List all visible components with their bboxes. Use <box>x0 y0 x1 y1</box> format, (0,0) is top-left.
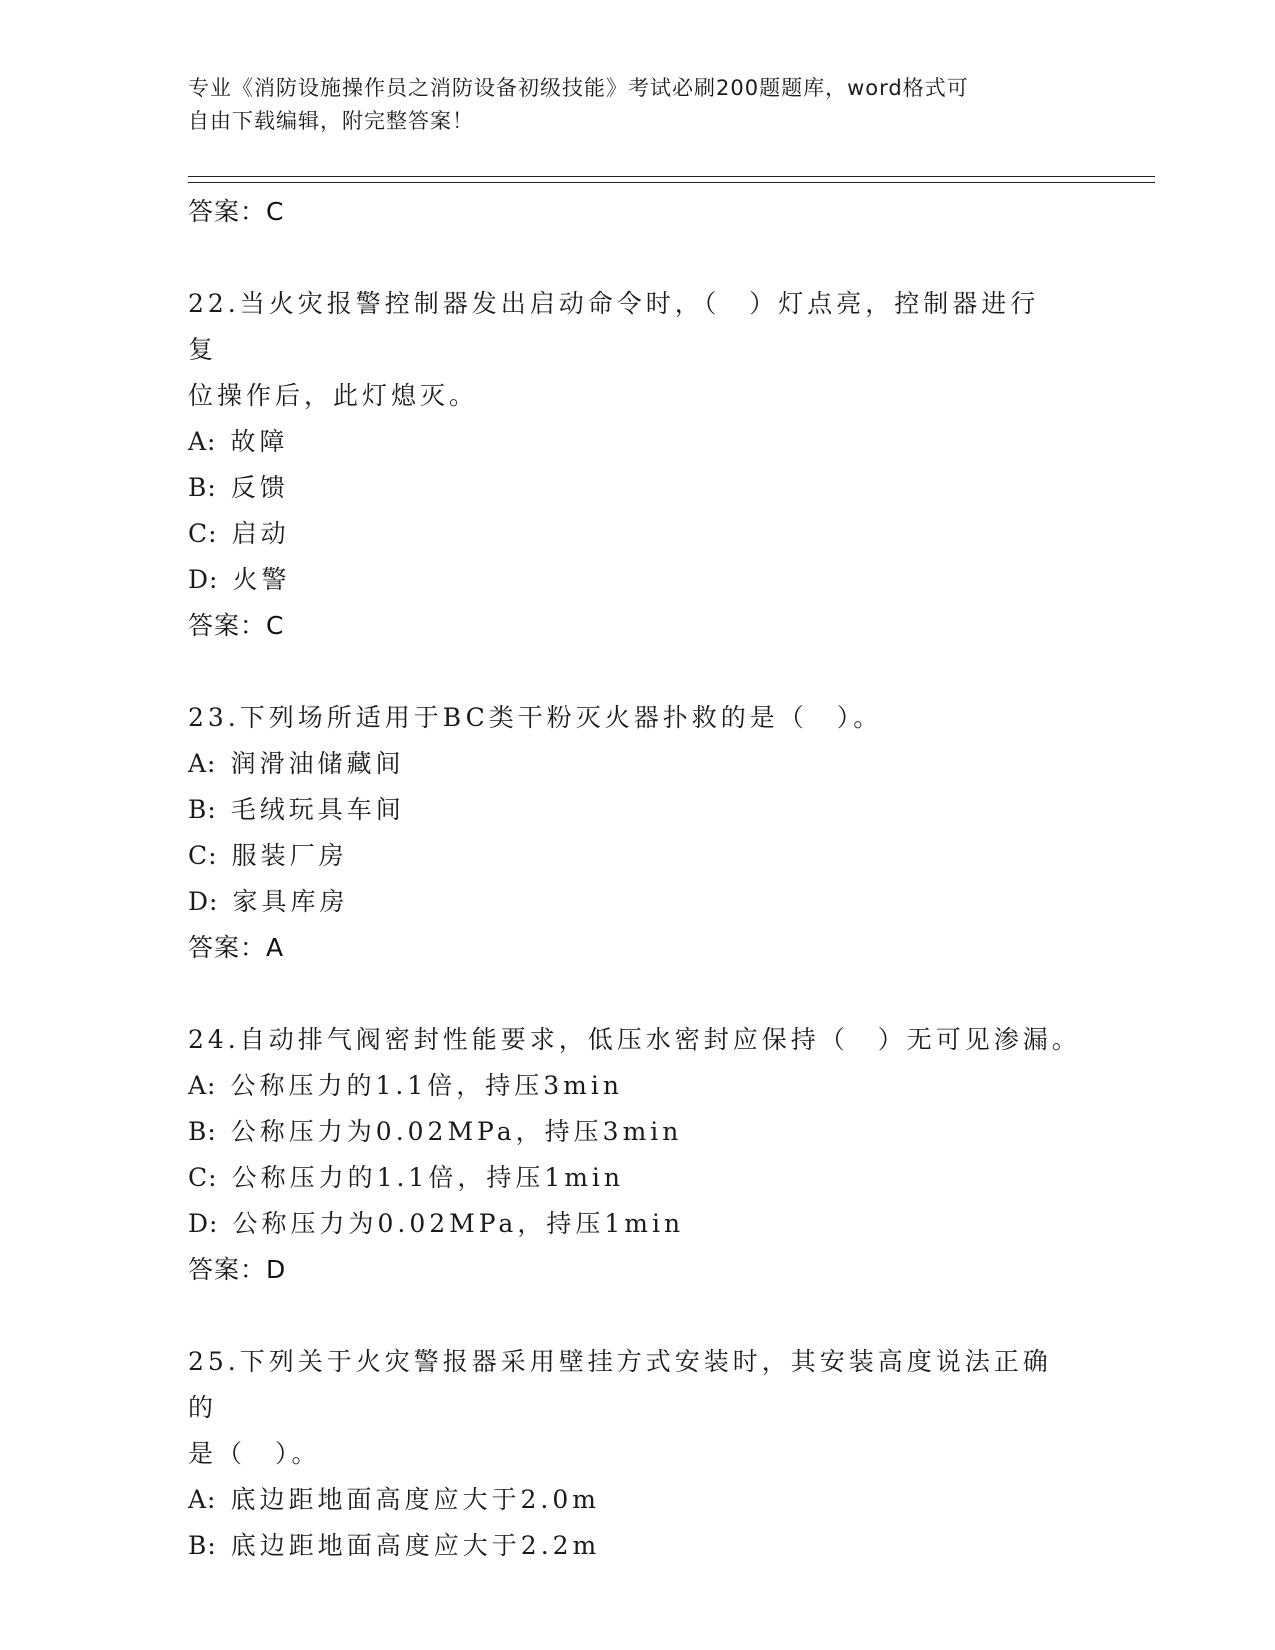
option-d <box>188 557 1148 603</box>
question-text <box>188 1339 1068 1477</box>
question-line-1: 自动排气阀密封性能要求，低压水密封应保持（ ）无可见渗漏。 <box>239 1025 1081 1054</box>
option-b <box>188 1109 1148 1155</box>
option-letter: B: <box>188 795 217 824</box>
option-letter: B: <box>188 1531 217 1560</box>
option-c <box>188 1155 1148 1201</box>
option-letter: C: <box>188 1163 218 1192</box>
option-text: 底边距地面高度应大于2.2m <box>230 1531 601 1560</box>
header-divider-top <box>188 176 1155 177</box>
option-b <box>188 787 1148 833</box>
question-line-1: 下列场所适用于BC类干粉灭火器扑救的是（ ）。 <box>239 703 883 732</box>
answer-label: 答案：C <box>188 611 285 640</box>
question-23 <box>188 695 1148 971</box>
question-line-1: 下列关于火灾警报器采用壁挂方式安装时，其安装高度说法正确的 <box>188 1347 1052 1422</box>
question-line-2: 是（ ）。 <box>188 1439 321 1468</box>
option-text: 公称压力的1.1倍，持压3min <box>230 1071 623 1100</box>
option-text: 公称压力为0.02MPa，持压1min <box>232 1209 685 1238</box>
option-text: 润滑油储藏间 <box>230 749 405 778</box>
document-header <box>188 72 1088 138</box>
option-text: 火警 <box>232 565 291 594</box>
option-a <box>188 419 1148 465</box>
question-line-1: 当火灾报警控制器发出启动命令时，（ ）灯点亮，控制器进行复 <box>188 289 1040 364</box>
question-number: 24. <box>188 1025 240 1054</box>
option-text: 服装厂房 <box>231 841 348 870</box>
question-text <box>188 1017 1088 1063</box>
option-letter: B: <box>188 473 217 502</box>
option-b <box>188 1523 1148 1569</box>
option-text: 反馈 <box>230 473 289 502</box>
option-text: 公称压力为0.02MPa，持压3min <box>230 1117 683 1146</box>
option-letter: A: <box>188 1485 217 1514</box>
question-25 <box>188 1339 1148 1569</box>
header-line-2: 自由下载编辑，附完整答案！ <box>188 109 474 133</box>
answer-label: 答案：D <box>188 1255 287 1284</box>
header-line-1: 专业《消防设施操作员之消防设备初级技能》考试必刷200题题库，word格式可 <box>188 76 969 100</box>
question-number: 22. <box>188 289 240 318</box>
option-a <box>188 1477 1148 1523</box>
question-number: 25. <box>188 1347 240 1376</box>
option-text: 故障 <box>230 427 289 456</box>
question-list <box>188 189 1148 1569</box>
question-text <box>188 695 1068 741</box>
option-text: 家具库房 <box>232 887 349 916</box>
option-d <box>188 1201 1148 1247</box>
question-number: 23. <box>188 703 240 732</box>
option-a <box>188 1063 1148 1109</box>
answer-label: 答案：C <box>188 197 285 226</box>
option-letter: B: <box>188 1117 217 1146</box>
option-letter: C: <box>188 841 218 870</box>
question-line-2: 位操作后，此灯熄灭。 <box>188 381 479 410</box>
option-letter: A: <box>188 427 217 456</box>
option-b <box>188 465 1148 511</box>
question-22 <box>188 281 1148 649</box>
option-letter: D: <box>188 887 219 916</box>
option-text: 毛绒玩具车间 <box>230 795 405 824</box>
option-c <box>188 833 1148 879</box>
option-letter: A: <box>188 749 217 778</box>
option-text: 启动 <box>231 519 290 548</box>
answer-label: 答案：A <box>188 933 285 962</box>
option-letter: D: <box>188 565 219 594</box>
option-a <box>188 741 1148 787</box>
question-text <box>188 281 1068 419</box>
question-24 <box>188 1017 1148 1293</box>
option-c <box>188 511 1148 557</box>
option-text: 公称压力的1.1倍，持压1min <box>231 1163 625 1192</box>
option-d <box>188 879 1148 925</box>
option-text: 底边距地面高度应大于2.0m <box>230 1485 600 1514</box>
option-letter: D: <box>188 1209 219 1238</box>
option-letter: C: <box>188 519 218 548</box>
header-divider-bottom <box>188 182 1155 183</box>
option-letter: A: <box>188 1071 217 1100</box>
